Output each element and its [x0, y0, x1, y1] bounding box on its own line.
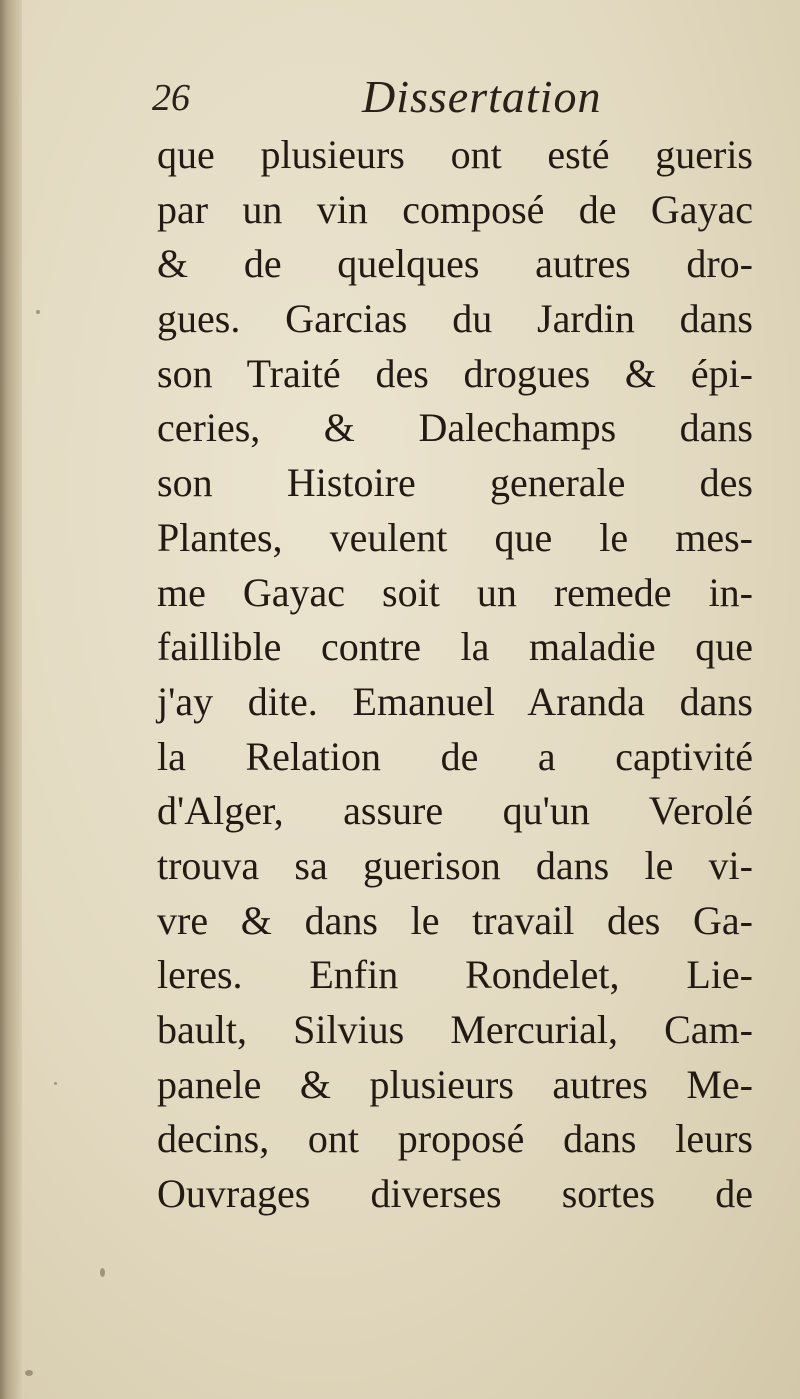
- paper-speck: [54, 1082, 57, 1085]
- text-line: j'ay dite. Emanuel Aranda dans: [157, 678, 753, 724]
- text-line: ceries, & Dalechamps dans: [157, 405, 753, 451]
- text-line: panele & plusieurs autres Me-: [157, 1061, 753, 1107]
- text-line: leres. Enfin Rondelet, Lie-: [157, 952, 753, 998]
- text-line: vre & dans le travail des Ga-: [157, 897, 753, 943]
- text-line: la Relation de a captivité: [157, 733, 753, 779]
- text-line: que plusieurs ont esté gueris: [157, 132, 753, 177]
- text-line: trouva sa guerison dans le vi-: [157, 842, 753, 888]
- text-line: Plantes, veulent que le mes-: [157, 514, 753, 560]
- text-line: bault, Silvius Mercurial, Cam-: [157, 1007, 753, 1052]
- text-line: par un vin composé de Gayac: [157, 186, 753, 232]
- page-header: [152, 70, 752, 126]
- body-text: [157, 128, 753, 1222]
- text-line: faillible contre la maladie que: [157, 624, 753, 670]
- text-line: me Gayac soit un remede in-: [157, 569, 753, 615]
- paper-speck: [25, 1370, 33, 1376]
- page-number: 26: [152, 77, 190, 119]
- text-line: son Traité des drogues & épi-: [157, 350, 753, 396]
- paper-speck: [36, 310, 40, 314]
- paper-speck: [100, 1268, 105, 1277]
- text-line: decins, ont proposé dans leurs: [157, 1116, 753, 1162]
- running-title: Dissertation: [362, 71, 602, 122]
- text-line: d'Alger, assure qu'un Verolé: [157, 788, 753, 834]
- text-line: gues. Garcias du Jardin dans: [157, 296, 753, 342]
- text-line: son Histoire generale des: [157, 460, 753, 506]
- binding-gutter: [0, 0, 22, 1399]
- text-line: & de quelques autres dro-: [157, 241, 753, 287]
- text-line: Ouvrages diverses sortes de: [157, 1171, 753, 1217]
